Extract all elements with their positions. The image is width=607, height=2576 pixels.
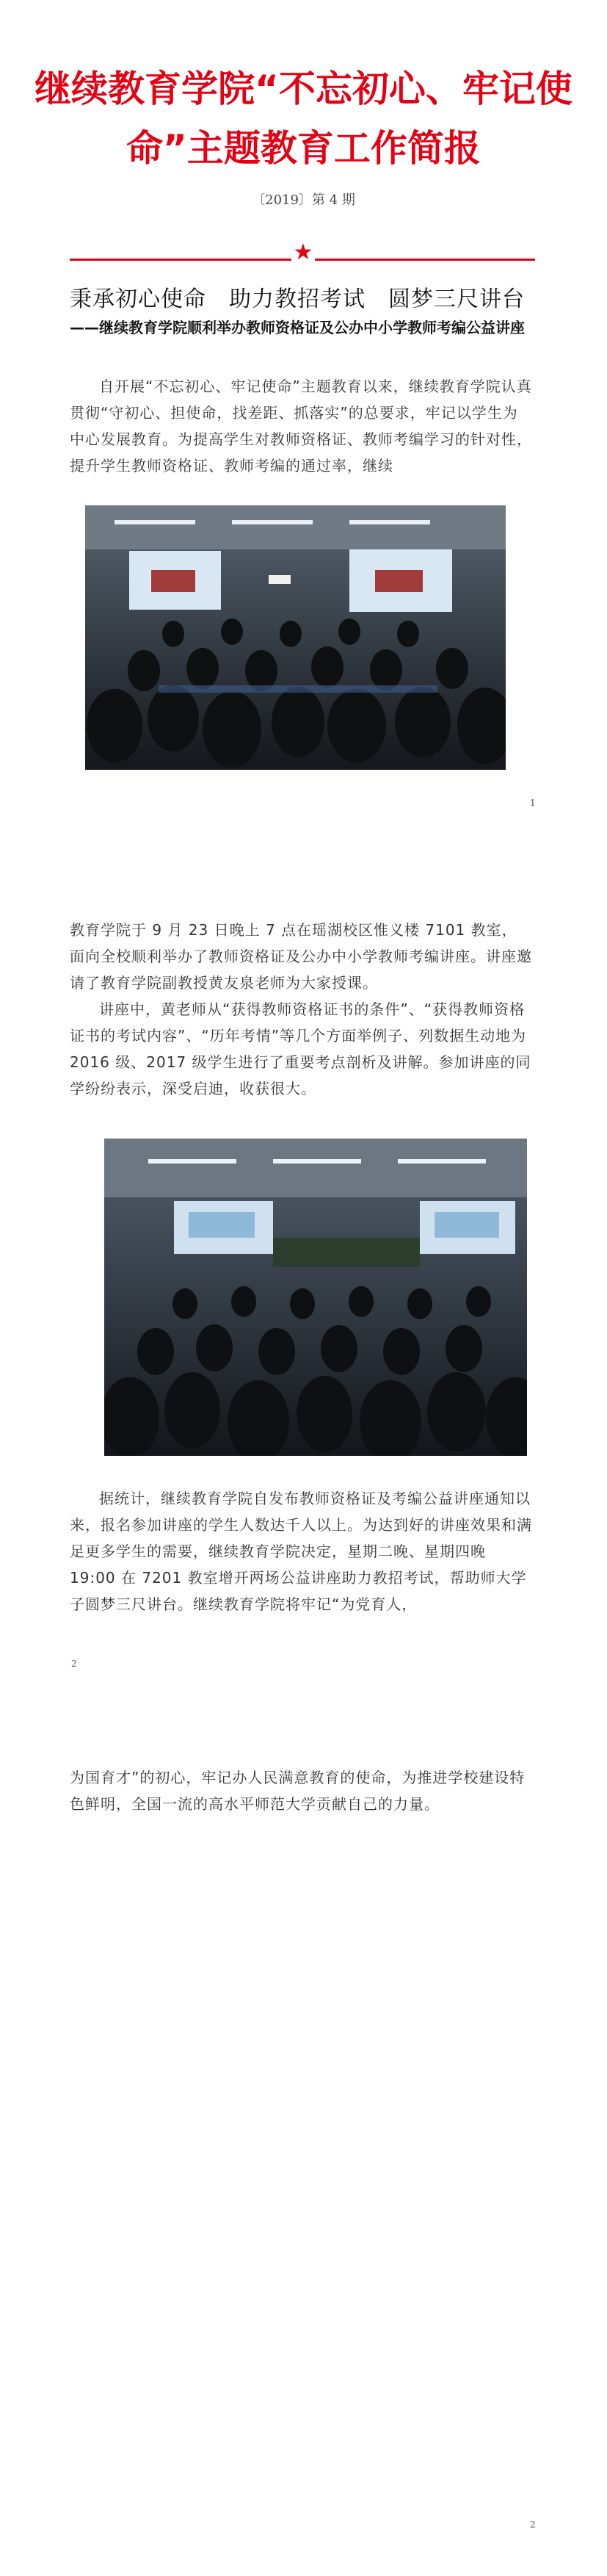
header-divider-right — [315, 259, 535, 261]
paragraph-3-continued: 为国育才”的初心，牢记办人民满意教育的使命，为推进学校建设特色鲜明，全国一流的高水平师范大学贡献自己的力量。 — [70, 1769, 526, 1813]
article-subheadline: ——继续教育学院顺利举办教师资格证及公办中小学教师考编公益讲座 — [70, 319, 525, 336]
page-3 — [0, 1682, 607, 2576]
bulletin-title-line1: 继续教育学院“不忘初心、牢记使 — [34, 68, 573, 110]
lecture-photo-1 — [85, 505, 506, 770]
issue-number: 〔2019〕第 4 期 — [252, 192, 355, 208]
lecture-photo-2 — [104, 1139, 527, 1456]
page-number-3: 2 — [530, 2519, 536, 2530]
star-icon: ★ — [293, 239, 313, 265]
bulletin-title-line2: 命”主题教育工作简报 — [126, 127, 481, 170]
article-headline: 秉承初心使命 助力教招考试 圆梦三尺讲台 — [70, 286, 525, 312]
paragraph-2: 讲座中，黄老师从“获得教师资格证书的条件”、“获得教师资格证书的考试内容”、“历年考情”等几个方面举例子、列数据生动地为 2016 级、2017 级学生进行了重要考点剖析及讲解。参加讲座的同学纷纷表示，深受启迪，收获很大。 — [70, 1000, 531, 1097]
page-number-1: 1 — [530, 798, 536, 808]
paragraph-1-continued: 教育学院于 9 月 23 日晚上 7 点在瑶湖校区惟义楼 7101 教室，面向全校顺利举办了教师资格证及公办中小学教师考编讲座。讲座邀请了教育学院副教授黄友泉老师为大家授课。 — [70, 921, 532, 992]
page-1 — [0, 0, 607, 830]
page-number-2: 2 — [71, 1659, 77, 1669]
paragraph-3: 据统计，继续教育学院自发布教师资格证及考编公益讲座通知以来，报名参加讲座的学生人数达千人以上。为达到好的讲座效果和满足更多学生的需要，继续教育学院决定，星期二晚、星期四晚 19:00 在 7201 教室增开两场公益讲座助力教招考试，帮助师大学子圆梦三尺讲台。继续教育学院将牢记“为党育人， — [70, 1490, 532, 1613]
header-divider-left — [70, 259, 291, 261]
page-2 — [0, 830, 607, 1682]
paragraph-1: 自开展“不忘初心、牢记使命”主题教育以来，继续教育学院认真贯彻“守初心、担使命，找差距、抓落实”的总要求，牢记以学生为中心发展教育。为提高学生对教师资格证、教师考编学习的针对性，提升学生教师资格证、教师考编的通过率，继续 — [70, 378, 532, 475]
